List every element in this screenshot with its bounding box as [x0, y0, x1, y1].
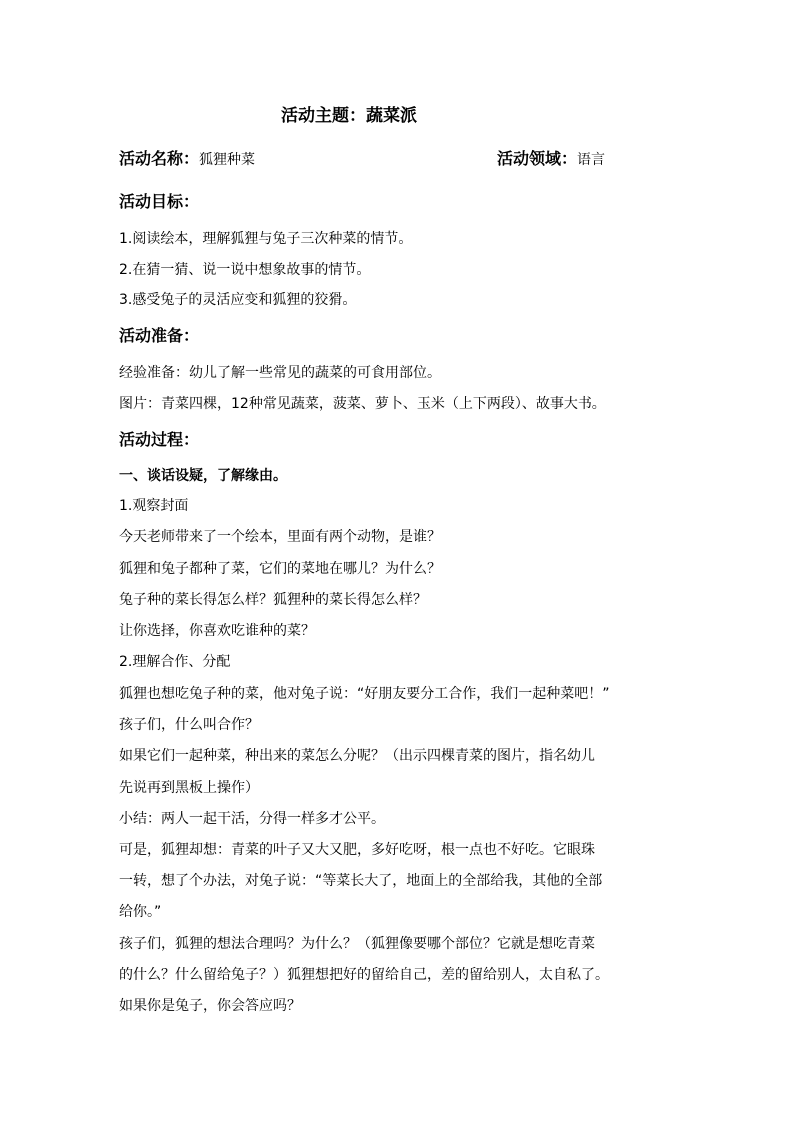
activity-domain-row — [497, 150, 605, 169]
process-paragraph: 如果它们一起种菜，种出来的菜怎么分呢？（出示四棵青菜的图片，指名幼儿 — [119, 748, 595, 764]
goals-heading: 活动目标： — [119, 192, 200, 211]
process-section-heading: 一、谈话设疑，了解缘由。 — [119, 468, 287, 484]
process-paragraph: 今天老师带来了一个绘本，里面有两个动物，是谁？ — [119, 529, 441, 545]
process-paragraph: 的什么？什么留给兔子？）狐狸想把好的留给自己，差的留给别人，太自私了。 — [119, 967, 609, 983]
prep-heading: 活动准备： — [119, 326, 200, 345]
process-subheading: 2.理解合作、分配 — [119, 654, 231, 670]
activity-name-label: 活动名称： — [119, 149, 200, 168]
page-title: 活动主题：蔬菜派 — [281, 106, 417, 126]
activity-name-value: 狐狸种菜 — [199, 152, 256, 168]
process-subheading: 1.观察封面 — [119, 498, 189, 514]
process-paragraph: 让你选择，你喜欢吃谁种的菜？ — [119, 623, 315, 639]
activity-domain-label: 活动领域： — [497, 149, 578, 168]
process-paragraph: 狐狸也想吃兔子种的菜，他对兔子说：“好朋友要分工合作，我们一起种菜吧！” — [119, 686, 610, 702]
process-heading: 活动过程： — [119, 430, 200, 449]
activity-domain-value: 语言 — [577, 152, 606, 168]
process-paragraph: 狐狸和兔子都种了菜，它们的菜地在哪儿？为什么？ — [119, 561, 441, 577]
process-paragraph: 如果你是兔子，你会答应吗？ — [119, 998, 301, 1014]
goal-item: 1.阅读绘本，理解狐狸与兔子三次种菜的情节。 — [119, 231, 413, 247]
goal-item: 2.在猜一猜、说一说中想象故事的情节。 — [119, 262, 371, 278]
prep-item: 经验准备：幼儿了解一些常见的蔬菜的可食用部位。 — [119, 365, 441, 381]
process-paragraph: 可是，狐狸却想：青菜的叶子又大又肥，多好吃呀，根一点也不好吃。它眼珠 — [119, 842, 595, 858]
process-paragraph: 一转，想了个办法，对兔子说：“等菜长大了，地面上的全部给我，其他的全部 — [119, 873, 603, 889]
goal-item: 3.感受兔子的灵活应变和狐狸的狡猾。 — [119, 292, 357, 308]
activity-name-row — [119, 150, 255, 169]
process-paragraph: 孩子们，狐狸的想法合理吗？为什么？（狐狸像要哪个部位？它就是想吃青菜 — [119, 936, 595, 952]
process-paragraph: 小结：两人一起干活，分得一样多才公平。 — [119, 811, 385, 827]
prep-item: 图片：青菜四棵，12种常见蔬菜，菠菜、萝卜、玉米（上下两段）、故事大书。 — [119, 396, 606, 412]
process-paragraph: 给你。” — [119, 904, 162, 920]
process-paragraph: 孩子们，什么叫合作？ — [119, 717, 259, 733]
process-paragraph: 兔子种的菜长得怎么样？狐狸种的菜长得怎么样？ — [119, 592, 427, 608]
process-paragraph: 先说再到黑板上操作） — [119, 780, 259, 796]
